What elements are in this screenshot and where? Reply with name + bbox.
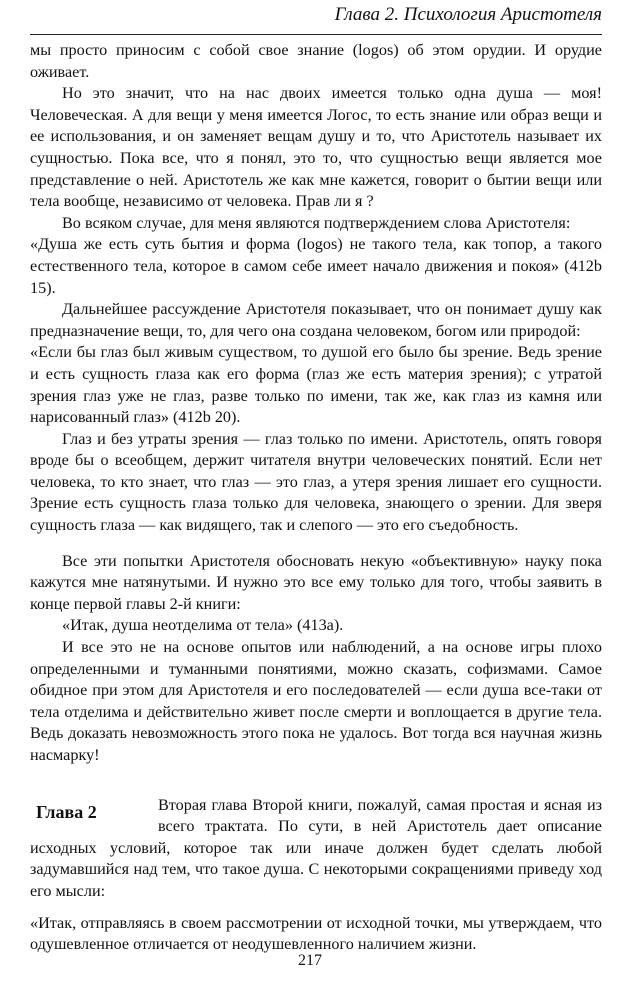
running-header: [30, 0, 602, 35]
quote-paragraph: «Итак, отправляясь в своем рассмотрении от исходной точки, мы утверждаем, что одушевленное отличается от неодушевленного наличием жизни.: [30, 913, 602, 954]
section-spacer: [30, 903, 602, 913]
quote-paragraph: «Душа же есть суть бытия и форма (logos) не такого тела, как топор, а такого естественного тела, которое в самом себе имеет начало движения и покоя» (412b 15).: [30, 235, 602, 297]
quote-paragraph: «Если бы глаз был живым существом, то душой его было бы зрение. Ведь зрение и есть сущность глаза как его форма (глаз же есть материя зрения); с утратой зрения глаз уже не глаз, разве только по имени, так же, как глаз из камня или нарисованный глаз» (412b 20).: [30, 343, 602, 427]
running-header-title: Глава 2. Психология Аристотеля: [334, 4, 602, 25]
chapter-section: [30, 795, 602, 903]
paragraph: И все это не на основе опытов или наблюдений, а на основе игры плохо определенными и туманными понятиями, можно сказать, софизмами. Самое обидное при этом для Аристотеля и его последователей — если душа все-таки от тела отделима и действительно живет после смерти и воплощается в другие тела. Ведь доказать невозможность этого пока не удалось. Вот тогда вся научная жизнь насмарку!: [30, 638, 602, 764]
paragraph: Дальнейшее рассуждение Аристотеля показывает, что он понимает душу как предназначение вещи, то, для чего она создана человеком, богом или природой:: [30, 300, 602, 340]
paragraph: мы просто приносим с собой свое знание (logos) об этом орудии. И орудие оживает.: [30, 41, 602, 81]
chapter-intro-paragraph: Вторая глава Второй книги, пожалуй, самая простая и ясная из всего трактата. По сути, в ней Аристотель дает описание исходных условий, которое так или иначе должен будет сделать любой задумавшийся над тем, что такое душа. С некоторыми сокращениями приведу ход его мысли:: [30, 795, 602, 900]
paragraph: Глаз и без утраты зрения — глаз только по имени. Аристотель, опять говоря вроде бы о всеобщем, держит читателя внутри человеческих понятий. Если нет человека, то кто знает, что глаз — это глаз, а утеря зрения лишает его сущности. Зрение есть сущность глаза только для человека, знающего о зрении. Для зверя сущность глаза — как видящего, так и слепого — это его съедобность.: [30, 429, 602, 535]
paragraph: Но это значит, что на нас двоих имеется только одна душа — моя! Человеческая. А для вещи у меня имеется Логос, то есть знание или образ вещи и ее использования, и он заменяет вещам душу и то, что Аристотель называет их сущностью. Пока все, что я понял, это то, что сущностью вещи является мое представление о ней. Аристотель же как мне кажется, говорит о бытии вещи или тела вообще, независимо от человека. Прав ли я ?: [30, 84, 602, 211]
page-body: [30, 40, 602, 956]
page-number: 217: [298, 952, 322, 969]
paragraph: Все эти попытки Аристотеля обосновать некую «объективную» науку пока кажутся мне натянутыми. И нужно это все ему только для того, чтобы заявить в конце первой главы 2-й книги:: [30, 551, 602, 613]
chapter-heading: Глава 2: [36, 801, 97, 822]
paragraph: Во всяком случае, для меня являются подтверждением слова Аристотеля:: [62, 213, 571, 232]
quote-paragraph: «Итак, душа неотделима от тела» (413а).: [62, 616, 344, 635]
section-spacer: [30, 537, 602, 551]
